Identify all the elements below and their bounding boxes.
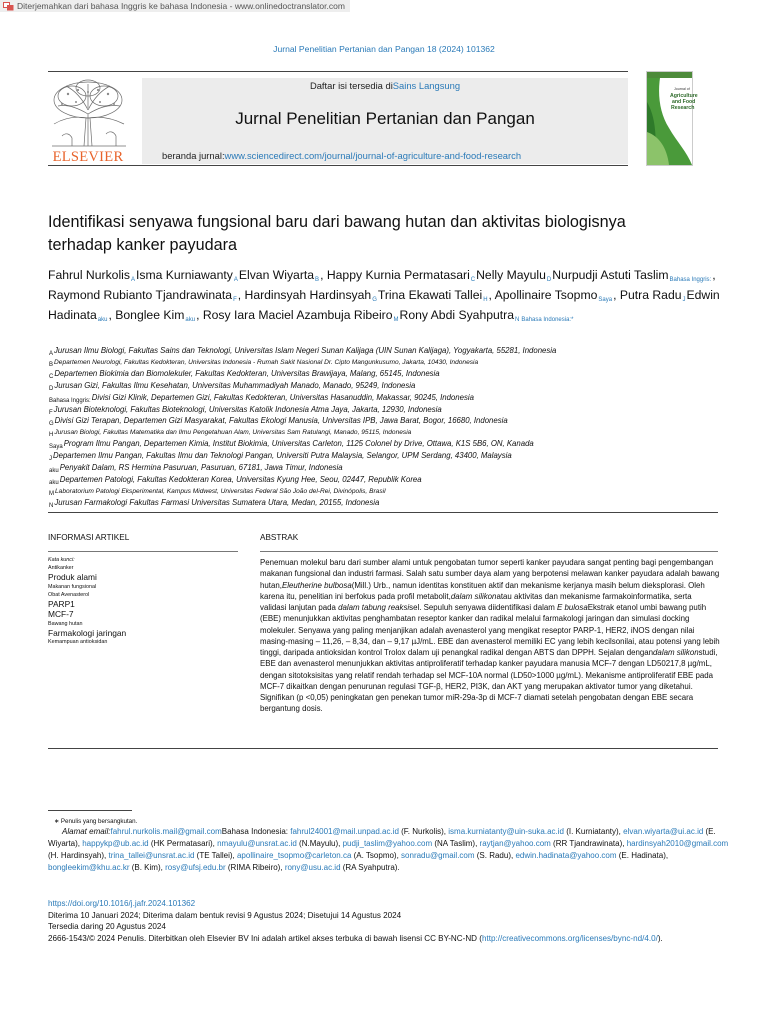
affiliation-text: Jurusan Farmakologi Fakultas Farmasi Universitas Sumatera Utara, Medan, 20155, Indonesia: [54, 497, 380, 507]
affiliation-item: [48, 405, 748, 417]
affiliation-marker: G: [49, 421, 54, 428]
affiliation-text: Departemen Ilmu Pangan, Fakultas Ilmu dan Teknologi Pangan, Universiti Putra Malaysia, Selangor, UPM Serdang, 43400, Malaysia: [53, 451, 512, 461]
affiliation-item: [48, 381, 748, 393]
author-affiliation-marker[interactable]: Bahasa Inggris:: [669, 277, 712, 283]
affiliation-item: [48, 439, 748, 451]
author-name[interactable]: Elvan Wiyarta: [238, 268, 315, 282]
keyword-item: Bawang hutan: [48, 620, 83, 627]
footnote-rule: [48, 810, 132, 811]
email-owner: (RIMA Ribeiro),: [225, 863, 283, 872]
affiliation-text: Jurusan Bioteknologi, Fakultas Bioteknologi, Universitas Katolik Indonesia Atma Jaya, Jakarta, 12930, Indonesia: [53, 404, 442, 414]
email-link[interactable]: fahrul.nurkolis.mail@gmail.com: [110, 827, 222, 836]
author-affiliation-marker[interactable]: N: [515, 317, 520, 323]
homepage-link[interactable]: www.sciencedirect.com/journal/journal-of-agriculture-and-food-research: [224, 150, 522, 161]
section-rule: [48, 748, 718, 749]
affiliation-item: [48, 475, 748, 487]
author-affiliation-marker[interactable]: D: [546, 277, 552, 283]
author-affiliation-marker[interactable]: J: [682, 297, 686, 303]
cover-line-4: Research: [671, 105, 695, 111]
author-affiliation-marker[interactable]: Saya: [598, 297, 613, 303]
sciencedirect-link[interactable]: Sains Langsung: [392, 80, 461, 91]
affiliation-marker: D: [49, 385, 54, 392]
corresponding-author-note: ∗ Penulis yang bersangkutan.: [54, 818, 138, 825]
email-link[interactable]: nmayulu@unsrat.ac.id: [217, 839, 297, 848]
email-owner: (RR Tjandrawinata),: [550, 839, 625, 848]
email-link[interactable]: hardinsyah2010@gmail.com: [626, 839, 729, 848]
affiliation-item: [48, 428, 748, 439]
email-link[interactable]: edwin.hadinata@yahoo.com: [515, 851, 617, 860]
email-owner: (RA Syahputra).: [340, 863, 400, 872]
journal-homepage: [162, 150, 521, 161]
keyword-item: Makanan fungsional: [48, 583, 97, 590]
abstract-italic: dalam silikon: [653, 648, 699, 657]
keyword-item: MCF-7: [48, 609, 74, 619]
abstract-text: studi, EBE dan avenasterol menunjukkan aktivitas antiproliferatif terhadap kanker payudara manusia MCF-7 dengan LD50217,8 µg/mL, dengan sitotoksisitas yang relatif rendah terhadap sel MCF-10A normal (LD50>1000 µg/mL). Mekanisme antiproliferatif EBE pada MCF-7 dikaitkan dengan penurunan regulasi TGF-β, HER2, PI3K, dan AKT yang merupakan aktivator tumor yang diketahui. Signifikan (p <0,05) peningkatan gen penekan tumor miR-29a-3p di MCF-7 diamati setelah pengobatan dengan EBE secara bergantung dosis.: [260, 648, 718, 714]
cover-line-2: Agriculture: [670, 93, 698, 99]
email-link[interactable]: sonradu@gmail.com: [401, 851, 475, 860]
author-name[interactable]: Putra Radu: [619, 288, 682, 302]
keywords-label: Kata kunci:: [48, 557, 75, 563]
translation-banner[interactable]: [0, 0, 350, 12]
author-name[interactable]: Bonglee Kim: [115, 308, 185, 322]
header-rule-top: [48, 71, 628, 72]
author-separator: ,: [196, 308, 203, 322]
affiliation-text: Jurusan Ilmu Biologi, Fakultas Sains dan Teknologi, Universitas Islam Negeri Sunan Kalijaga (UIN Sunan Kalijaga), Yogyakarta, 55281, Indonesia: [54, 346, 557, 355]
author-affiliation-marker[interactable]: M: [393, 317, 399, 323]
doi-link[interactable]: https://doi.org/10.1016/j.jafr.2024.101362: [48, 899, 196, 908]
affiliation-text: Jurusan Gizi, Fakultas Ilmu Kesehatan, Universitas Muhammadiyah Manado, Manado, 95249, Indonesia: [54, 380, 416, 390]
cover-art-icon: [647, 72, 698, 165]
affiliation-marker: B: [49, 361, 54, 368]
affiliation-item: [48, 487, 748, 498]
journal-citation[interactable]: Jurnal Penelitian Pertanian dan Pangan 18 (2024) 101362: [273, 44, 495, 54]
author-separator: ,: [108, 308, 116, 322]
affiliation-text: Jurusan Biologi, Fakultas Matematika dan Ilmu Pengetahuan Alam, Universitas Sam Ratulangi, Manado, 95115, Indonesia: [54, 429, 412, 437]
abstract-text: sel. Sepuluh senyawa diidentifikasi dalam: [409, 603, 555, 612]
author-affiliation-marker[interactable]: aku: [185, 317, 196, 323]
email-link[interactable]: isma.kurniatanty@uin-suka.ac.id: [448, 827, 564, 836]
contents-available: [142, 79, 628, 93]
author-separator: ,: [237, 288, 245, 302]
email-list: [48, 826, 738, 874]
keyword-item: Antikanker: [48, 565, 74, 571]
header-rule-bottom: [48, 165, 628, 166]
abstract-text: Ekstrak etanol umbi bawang putih (EBE) menunjukkan aktivitas penghambatan reseptor kanker dan radikal melalui farmakologi jaringan dan simulasi docking molekuler. Senyawa yang paling menjanjikan adalah avenasterol yang mengikat reseptor PARP-1, HER2, iNOS dengan nilai masing-masing – 11,26, – 8,34, dan – 9,17 µJ/mL. EBE dan avenasterol memiliki EC yang lebih kecilsonilai, atau potensi yang lebih tinggi, daripada antioksidan kontrol Trolox dalam uji penangkal radikal dengan ABTS dan DPPH. Sejalan dengan: [260, 603, 720, 657]
affiliation-marker: A: [49, 351, 54, 357]
affiliation-item: [48, 369, 748, 381]
email-link[interactable]: bongleekim@khu.ac.kr: [48, 863, 130, 872]
author-name[interactable]: Fahrul Nurkolis: [48, 268, 130, 282]
email-owner: Bahasa Indonesia:: [221, 827, 289, 836]
email-owner: (TE Tallei),: [194, 851, 235, 860]
author-separator: ,: [488, 288, 495, 302]
email-owner: (HK Permatasari),: [148, 839, 215, 848]
affiliation-marker: J: [49, 456, 52, 463]
cover-line-3: and Food: [672, 99, 696, 105]
email-link[interactable]: rony@usu.ac.id: [284, 863, 341, 872]
email-owner: (S. Radu),: [474, 851, 514, 860]
author-name[interactable]: Apollinaire Tsopmo: [494, 288, 598, 302]
abstract-text: (Mill.) Urb., namun identitas konstituen aktif dan mekanisme kerjanya masih belum dieksplorasi. Oleh karena itu, penelitian ini berfokus pada profil metabolit,: [260, 580, 705, 601]
keyword-item: PARP1: [48, 598, 75, 609]
author-name[interactable]: Trina Ekawati Tallei: [377, 288, 483, 302]
email-owner: (F. Nurkolis),: [398, 827, 447, 836]
author-separator: ,: [613, 288, 620, 302]
email-owner: (B. Kim),: [129, 863, 163, 872]
license-text: ).: [657, 933, 663, 943]
keyword-item: Obat Avenasterol: [48, 591, 90, 598]
abstract-italic: dalam silikon: [450, 591, 497, 601]
publisher-wordmark: ELSEVIER: [52, 149, 124, 165]
keyword-item: Kemampuan antioksidan: [48, 639, 108, 645]
elsevier-tree-icon: [48, 78, 130, 148]
email-link[interactable]: apollinaire_tsopmo@carleton.ca: [236, 851, 352, 860]
affiliation-text: Program Ilmu Pangan, Departemen Kimia, Institut Biokimia, Universitas Carleton, 1125 Colonel by Drive, Ottawa, K1S 5B6, ON, Kanada: [63, 439, 534, 449]
author-name[interactable]: Edwin Hadinata: [48, 288, 720, 322]
article-title: Identifikasi senyawa fungsional baru dari bawang hutan dan aktivitas biologisnya terhadap kanker payudara: [48, 213, 626, 254]
author-affiliation-marker[interactable]: G: [372, 297, 377, 303]
affiliation-marker: M: [49, 490, 54, 497]
author-affiliation-marker[interactable]: H: [483, 297, 488, 303]
keyword-item: Produk alami: [48, 572, 97, 582]
affiliation-text: Divisi Gizi Klinik, Departemen Gizi, Fakultas Kedokteran, Universitas Hasanuddin, Makassar, 90245, Indonesia: [91, 392, 474, 402]
footnote: [48, 817, 738, 874]
author-affiliation-marker[interactable]: A: [233, 277, 238, 283]
affiliation-marker: N: [49, 502, 54, 509]
affiliation-text: Laboratorium Patologi Eksperimental, Kampus Midwest, Universitas Federal São João del-Rei, Divinópolis, Brasil: [55, 487, 386, 495]
affiliation-item: [48, 451, 748, 463]
email-owner: (A. Tsopmo),: [351, 851, 399, 860]
email-owner: (H. Hardinsyah),: [48, 851, 107, 860]
homepage-label: beranda jurnal:: [162, 150, 225, 161]
keyword-list: [48, 556, 248, 646]
affiliation-list: [48, 346, 748, 510]
affiliation-item: [48, 346, 748, 358]
article-info-heading: INFORMASI ARTIKEL: [48, 533, 130, 542]
affiliation-marker: H: [49, 432, 54, 439]
email-owner: (E. Hadinata),: [616, 851, 669, 860]
email-link[interactable]: raytjan@yahoo.com: [479, 839, 551, 848]
author-name[interactable]: Isma Kurniawanty: [135, 268, 233, 282]
email-link[interactable]: trina_tallei@unsrat.ac.id: [108, 851, 195, 860]
author-list: [48, 267, 738, 327]
license-text: 2666-1543/© 2024 Penulis. Diterbitkan oleh Elsevier BV Ini adalah artikel akses terbuka di bawah lisensi CC BY-NC-ND (: [48, 933, 482, 943]
email-label: Alamat email:: [62, 827, 111, 836]
abstract-body: [260, 557, 720, 715]
section-rule: [48, 512, 718, 513]
abstract-heading: ABSTRAK: [260, 533, 299, 542]
author-separator: ,: [712, 268, 716, 282]
author-separator: ,: [320, 268, 327, 282]
license-link[interactable]: http://creativecommons.org/licenses/bync-nd/4.0/: [481, 933, 658, 943]
abstract-text: atau aktivitas dan mekanisme farmakoinformatika, serta validasi lanjutan pada: [260, 591, 692, 612]
email-link[interactable]: elvan.wiyarta@ui.ac.id: [623, 827, 704, 836]
abstract-rule: [260, 551, 718, 552]
affiliation-marker: Bahasa Inggris:: [49, 397, 91, 404]
abstract-italic: Eleutherine bulbosa: [281, 580, 352, 590]
affiliation-text: Departemen Patologi, Fakultas Kedokteran Korea, Universitas Kyung Hee, Seou, 02447, Republik Korea: [59, 474, 422, 484]
affiliation-marker: C: [49, 373, 54, 380]
author-name[interactable]: Nelly Mayulu: [476, 268, 546, 282]
affiliation-marker: Saya: [49, 444, 63, 451]
author-affiliation-marker[interactable]: A: [130, 277, 135, 283]
affiliation-item: [48, 358, 748, 369]
affiliation-marker: aku: [49, 479, 59, 486]
affiliation-text: Departemen Neurologi, Fakultas Kedokteran, Universitas Indonesia - Rumah Sakit Nasional Dr. Cipto Mangunkusumo, Jakarta, 10430, Indonesia: [54, 358, 479, 366]
email-link[interactable]: happykp@ub.ac.id: [82, 839, 149, 848]
author-name[interactable]: Hardinsyah Hardinsyah: [244, 288, 372, 302]
publication-info: [48, 898, 748, 944]
journal-header-box: [142, 78, 628, 164]
affiliation-item: [48, 416, 748, 428]
journal-cover[interactable]: [646, 71, 698, 166]
affiliation-text: Departemen Biokimia dan Biomolekuler, Fakultas Kedokteran, Universitas Brawijaya, Malang, 65145, Indonesia: [54, 368, 440, 378]
author-affiliation-marker[interactable]: C: [470, 277, 476, 283]
affiliation-item: [48, 393, 748, 405]
article-info-rule: [48, 551, 238, 552]
affiliation-text: Penyakit Dalam, RS Hermina Pasuruan, Pasuruan, 67181, Jawa Timur, Indonesia: [59, 463, 343, 473]
email-owner: (I. Kurniatanty),: [563, 827, 621, 836]
author-name[interactable]: Rosy Iara Maciel Azambuja Ribeiro: [202, 308, 393, 322]
elsevier-logo: [48, 78, 130, 164]
email-owner: (N.Mayulu),: [296, 839, 341, 848]
author-affiliation-marker[interactable]: B: [315, 277, 320, 283]
email-owner: (NA Taslim),: [432, 839, 478, 848]
email-link[interactable]: fahrul24001@mail.unpad.ac.id: [290, 827, 399, 836]
cover-line-1: Journal of: [674, 87, 690, 91]
contents-available-label: Daftar isi tersedia di: [309, 80, 393, 91]
translate-icon: [3, 2, 14, 11]
received-dates: Diterima 10 Januari 2024; Diterima dalam bentuk revisi 9 Agustus 2024; Disetujui 14 Agustus 2024: [48, 910, 402, 920]
author-name[interactable]: Happy Kurnia Permatasari: [326, 268, 470, 282]
affiliation-item: [48, 498, 748, 510]
affiliation-marker: F: [49, 409, 53, 416]
abstract-text: Penemuan molekul baru dari sumber alami untuk pengobatan tumor seperti kanker payudara sangat penting bagi pengembangan makanan fungsional dan industri farmasi. Salah satu sumber daya alam yang berpotensi melawan kanker payudara adalah bawang hutan,: [260, 558, 720, 590]
email-link[interactable]: pudji_taslim@yahoo.com: [342, 839, 433, 848]
license-line: [48, 933, 748, 945]
affiliation-item: [48, 463, 748, 475]
author-name[interactable]: Nurpudji Astuti Taslim: [552, 268, 669, 282]
author-affiliation-marker[interactable]: F: [233, 297, 237, 303]
affiliation-text: Divisi Gizi Terapan, Departemen Gizi Masyarakat, Fakultas Ekologi Manusia, Universitas IPB, Jawa Barat, Bogor, 16680, Indonesia: [54, 416, 508, 426]
author-name[interactable]: Rony Abdi Syahputra: [399, 308, 515, 322]
author-affiliation-marker[interactable]: aku: [97, 317, 108, 323]
abstract-italic: dalam tabung reaksi: [338, 603, 410, 612]
email-owner: (E. Wiyarta),: [48, 827, 716, 848]
keyword-item: Farmakologi jaringan: [48, 627, 127, 638]
affiliation-marker: aku: [49, 468, 59, 475]
email-link[interactable]: rosy@ufsj.edu.br: [165, 863, 226, 872]
corresponding-marker[interactable]: Bahasa Indonesia:*: [521, 317, 574, 323]
author-name[interactable]: Raymond Rubianto Tjandrawinata: [48, 288, 233, 302]
translation-banner-text: Diterjemahkan dari bahasa Inggris ke bahasa Indonesia - www.onlinedoctranslator.com: [17, 1, 345, 11]
journal-title: Jurnal Penelitian Pertanian dan Pangan: [235, 109, 535, 128]
abstract-italic: E bulosa: [557, 603, 588, 612]
online-date: Tersedia daring 20 Agustus 2024: [48, 922, 166, 932]
